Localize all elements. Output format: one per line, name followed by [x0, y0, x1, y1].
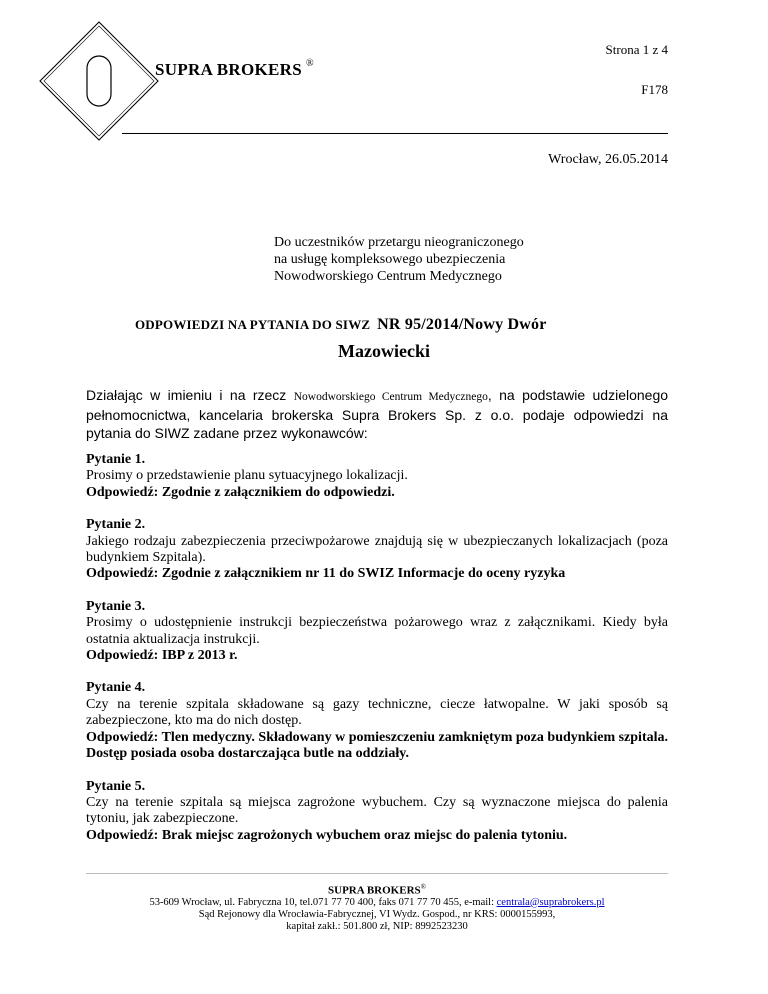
addressee-line: na usługę kompleksowego ubezpieczenia [274, 252, 506, 267]
question-title: Pytanie 4. [86, 680, 146, 696]
intro-paragraph [86, 386, 668, 442]
answer-text: Odpowiedź: Zgodnie z załącznikiem nr 11 do SWIZ Informacje do oceny ryzyka [86, 566, 566, 582]
page-number: Strona 1 z 4 [605, 42, 668, 57]
question-item [86, 517, 668, 583]
title-part-1: ODPOWIEDZI NA PYTANIA DO SIWZ [135, 317, 371, 332]
registered-mark: ® [306, 58, 314, 70]
question-item [86, 452, 668, 501]
question-title: Pytanie 5. [86, 778, 146, 794]
question-text: Prosimy o przedstawienie planu sytuacyjnego lokalizacji. [86, 468, 408, 484]
intro-before: Działając w imieniu i na rzecz [86, 387, 294, 403]
question-text: Prosimy o udostępnienie instrukcji bezpieczeństwa pożarowego wraz z załącznikami. Kiedy była ostatnia aktualizacja instrukcji. [86, 615, 668, 647]
questions-list [86, 452, 668, 860]
company-logo [38, 20, 160, 142]
question-text: Jakiego rodzaju zabezpieczenia przeciwpożarowe znajdują się w ubezpieczanych lokalizacjach (poza budynkiem Szpitala). [86, 533, 668, 566]
question-title: Pytanie 3. [86, 598, 146, 614]
footer-court-line: Sąd Rejonowy dla Wrocławia-Fabrycznej, VI Wydz. Gospod., nr KRS: 0000155993, [198, 908, 556, 920]
title-part-2: NR 95/2014/Nowy Dwór [377, 316, 547, 333]
question-title: Pytanie 2. [86, 517, 146, 533]
footer-address-text: 53-609 Wrocław, ul. Fabryczna 10, tel.071 77 70 400, faks 071 77 70 455, e-mail: [149, 896, 497, 908]
addressee-block [274, 234, 524, 285]
question-item [86, 779, 668, 845]
header-divider [122, 133, 668, 134]
footer-address-line [86, 897, 668, 909]
answer-text: Odpowiedź: IBP z 2013 r. [86, 648, 238, 664]
footer-divider [86, 873, 668, 874]
question-text: Czy na terenie szpitala są miejsca zagrożone wybuchem. Czy są wyznaczone miejsca do palenia tytoniu, jak zabezpieczone. [86, 794, 668, 827]
footer-company-name [86, 881, 668, 897]
answer-text: Odpowiedź: Tlen medyczny. Składowany w pomieszczeniu zamkniętym poza budynkiem szpitala. Dostęp posiada osoba dostarczająca butle na oddziały. [86, 729, 668, 762]
question-item [86, 599, 668, 665]
question-title: Pytanie 1. [86, 452, 146, 467]
form-code: F178 [641, 82, 668, 97]
addressee-line: Nowodworskiego Centrum Medycznego [274, 269, 502, 284]
footer-capital-line: kapitał zakł.: 501.800 zł, NIP: 8992523230 [286, 920, 468, 932]
title-part-3: Mazowiecki [338, 341, 430, 361]
answer-text: Odpowiedź: Zgodnie z załącznikiem do odpowiedzi. [86, 484, 395, 500]
footer [86, 881, 668, 933]
answer-text: Odpowiedź: Brak miejsc zagrożonych wybuchem oraz miejsc do palenia tytoniu. [86, 827, 568, 843]
intro-entity: Nowodworskiego Centrum Medycznego [293, 391, 488, 403]
place-date: Wrocław, 26.05.2014 [548, 152, 668, 167]
footer-email-link[interactable]: centrala@suprabrokers.pl [496, 896, 605, 908]
document-title [135, 316, 547, 334]
footer-company-text: SUPRA BROKERS [328, 884, 421, 897]
company-name-text: SUPRA BROKERS [155, 60, 303, 79]
question-item [86, 680, 668, 762]
intro-after: , na podstawie udzielonego pełnomocnictwa, kancelaria brokerska Supra Brokers Sp. z o.o. podaje odpowiedzi na pytania do SIWZ zadane przez wykonawców: [86, 387, 669, 441]
question-text: Czy na terenie szpitala składowane są gazy techniczne, ciecze łatwopalne. W jaki sposób są zabezpieczone, kto ma do nich dostęp. [86, 696, 668, 729]
company-name [155, 60, 314, 80]
footer-registered-mark: ® [420, 883, 426, 891]
addressee-line: Do uczestników przetargu nieograniczonego [274, 235, 524, 250]
